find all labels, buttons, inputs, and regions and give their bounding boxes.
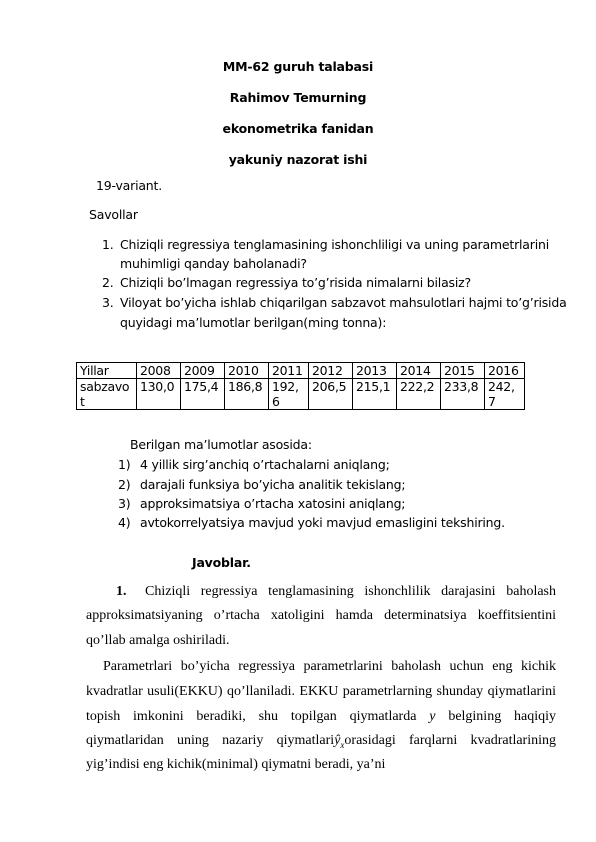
task-text: 4 yillik sirg’anchiq o’rtachalarni aniqlang; bbox=[140, 457, 390, 472]
question-number: 2. bbox=[102, 275, 114, 290]
task-number: 1) bbox=[118, 457, 131, 472]
table-cell: 186,8 bbox=[225, 379, 269, 410]
task-text: avtokorrelyatsiya mavjud yoki mavjud emasligini tekshiring. bbox=[140, 515, 505, 530]
answer-paragraph-line: qo’llab amalga oshiriladi. bbox=[86, 633, 230, 648]
table-cell: 233,8 bbox=[441, 379, 485, 410]
answers-heading: Javoblar. bbox=[192, 555, 251, 570]
header-student-line: Rahimov Temurning bbox=[229, 90, 367, 105]
answer-paragraph-line: Parametrlari bo’yicha regressiya parametrlarini baholash uchun eng kichik bbox=[103, 659, 556, 674]
table-cell: 130,0 bbox=[137, 379, 181, 410]
data-table bbox=[76, 362, 525, 410]
text-segment: orasidagi farqlarni kvadratlarining bbox=[344, 733, 557, 748]
answer-paragraph-line bbox=[86, 733, 556, 750]
task-text: darajali funksiya bo’yicha analitik tekislang; bbox=[140, 477, 406, 492]
task-number: 4) bbox=[118, 515, 131, 530]
table-cell: Yillar bbox=[77, 363, 137, 379]
table-cell: 206,5 bbox=[309, 379, 353, 410]
answer-paragraph-line: yig’indisi eng kichik(minimal) qiymatni beradi, ya’ni bbox=[86, 757, 386, 772]
question-text-cont: quyidagi ma’lumotlar berilgan(ming tonna): bbox=[120, 315, 387, 330]
table-cell: 2016 bbox=[485, 363, 525, 379]
table-cell: sabzavot bbox=[77, 379, 137, 410]
table-cell: 242,7 bbox=[485, 379, 525, 410]
task-number: 2) bbox=[118, 477, 131, 492]
table-row bbox=[77, 379, 525, 410]
table-cell: 215,1 bbox=[353, 379, 397, 410]
table-cell: 192,6 bbox=[269, 379, 309, 410]
answer-number: 1. bbox=[116, 584, 127, 599]
header-exam-line: yakuniy nazorat ishi bbox=[228, 152, 368, 167]
table-cell: 2010 bbox=[225, 363, 269, 379]
text-segment: qiymatlaridan uning nazariy qiymatlari bbox=[86, 733, 335, 748]
table-header-row bbox=[77, 363, 525, 379]
table-cell: 2014 bbox=[397, 363, 441, 379]
header-subject-line: ekonometrika fanidan bbox=[222, 121, 374, 136]
variable-y: y bbox=[429, 709, 436, 724]
table-cell: 175,4 bbox=[181, 379, 225, 410]
text-segment: belgining haqiqiy bbox=[448, 709, 557, 724]
question-number: 3. bbox=[102, 295, 114, 310]
table-cell: 222,2 bbox=[397, 379, 441, 410]
task-text: approksimatsiya o’rtacha xatosini aniqlang; bbox=[140, 496, 406, 511]
table-cell: 2011 bbox=[269, 363, 309, 379]
table-cell: 2012 bbox=[309, 363, 353, 379]
variable-y-hat: ŷ bbox=[334, 733, 341, 748]
question-text-cont: muhimligi qanday baholanadi? bbox=[120, 256, 307, 271]
header-group-line: MM-62 guruh talabasi bbox=[222, 59, 374, 74]
questions-heading: Savollar bbox=[89, 207, 138, 222]
question-text: Viloyat bo’yicha ishlab chiqarilgan sabzavot mahsulotlari hajmi to’g’risida bbox=[120, 295, 567, 310]
answer-paragraph-line: approksimatsiyaning o’rtacha xatoligini hamda determinatsiya koeffitsientini bbox=[86, 608, 556, 623]
answer-paragraph-line bbox=[86, 709, 556, 725]
question-text: Chiziqli regressiya tenglamasining ishonchliligi va uning parametrlarini bbox=[120, 237, 549, 252]
tasks-intro: Berilgan ma’lumotlar asosida: bbox=[130, 437, 312, 452]
text-segment: topish imkonini beradiki, shu topilgan qiymatlarda bbox=[86, 709, 417, 724]
answer-paragraph-line: kvadratlar usuli(EKKU) qo’llaniladi. EKKU parametrlarning shunday qiymatlarini bbox=[86, 684, 556, 699]
answer-paragraph-line: Chiziqli regressiya tenglamasining ishonchlilik darajasini baholash bbox=[145, 584, 556, 599]
variable-subscript-x: x bbox=[340, 739, 345, 750]
table-cell: 2008 bbox=[137, 363, 181, 379]
question-text: Chiziqli bo’lmagan regressiya to’g’risida nimalarni bilasiz? bbox=[120, 275, 471, 290]
question-number: 1. bbox=[102, 237, 114, 252]
table-cell: 2009 bbox=[181, 363, 225, 379]
variant-label: 19-variant. bbox=[96, 178, 163, 193]
task-number: 3) bbox=[118, 496, 131, 511]
table-cell: 2015 bbox=[441, 363, 485, 379]
table-cell: 2013 bbox=[353, 363, 397, 379]
